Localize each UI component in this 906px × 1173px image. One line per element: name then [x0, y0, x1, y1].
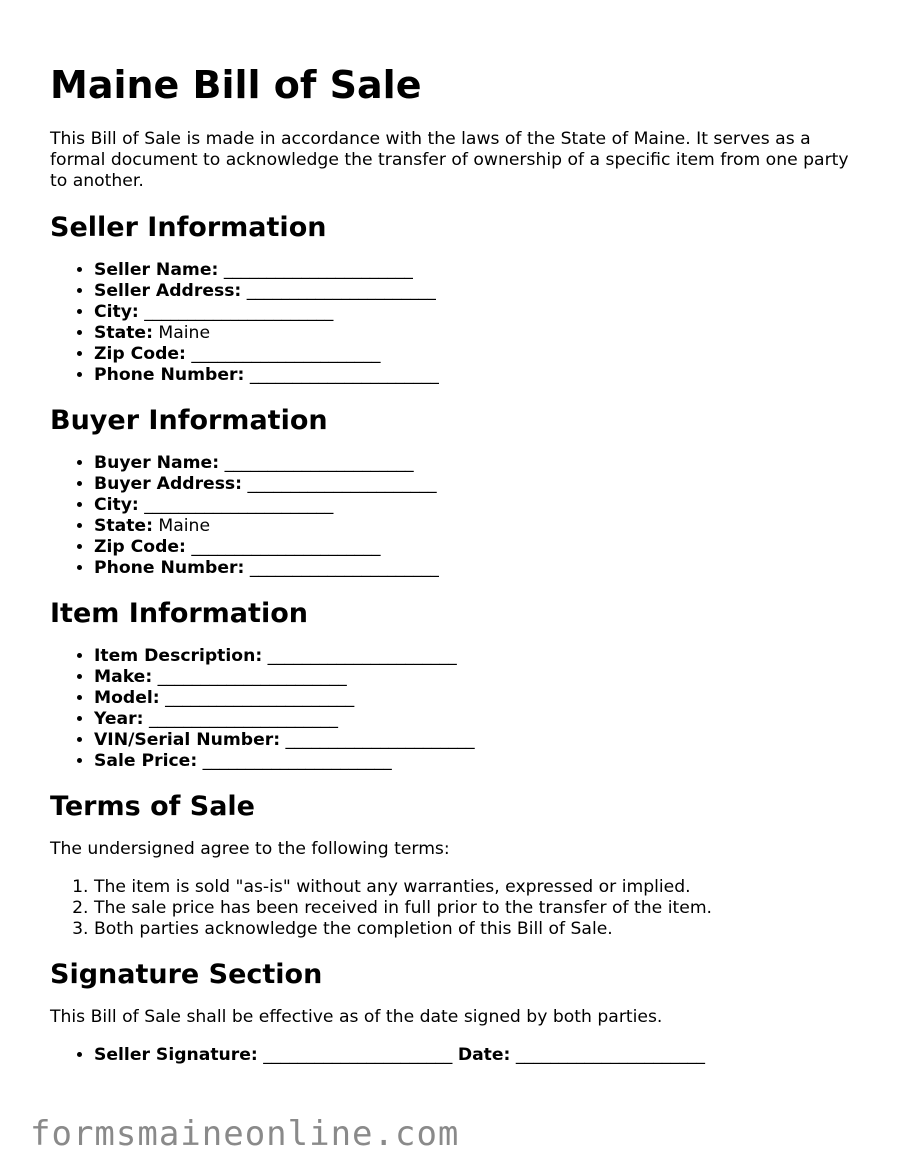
field-label: VIN/Serial Number:	[94, 730, 281, 750]
terms-list	[50, 877, 870, 940]
field-blank[interactable]: ______________________	[144, 495, 334, 515]
field-label: City:	[94, 495, 139, 515]
field-blank[interactable]: ______________________	[224, 453, 414, 473]
item-description-field	[94, 646, 870, 667]
field-label: Item Description:	[94, 646, 263, 666]
item-price-field	[94, 751, 870, 772]
terms-intro: The undersigned agree to the following terms:	[50, 839, 450, 859]
field-label: Zip Code:	[94, 537, 186, 557]
field-label: Buyer Name:	[94, 453, 220, 473]
seller-zip-field	[94, 344, 870, 365]
signature-intro: This Bill of Sale shall be effective as of the date signed by both parties.	[50, 1007, 663, 1027]
seller-state-field	[94, 323, 870, 344]
field-label: Buyer Address:	[94, 474, 243, 494]
term-item: 2. The sale price has been received in full prior to the transfer of the item.	[94, 898, 870, 919]
terms-heading: Terms of Sale	[50, 791, 255, 822]
item-year-field	[94, 709, 870, 730]
field-blank[interactable]: ______________________	[191, 344, 381, 364]
field-label: Model:	[94, 688, 160, 708]
field-blank[interactable]: ______________________	[267, 646, 457, 666]
item-make-field	[94, 667, 870, 688]
field-blank[interactable]: ______________________	[165, 688, 355, 708]
seller-name-field	[94, 260, 870, 281]
field-blank[interactable]: ______________________	[249, 365, 439, 385]
field-label: State:	[94, 323, 153, 343]
field-label: Phone Number:	[94, 558, 245, 578]
intro-paragraph: This Bill of Sale is made in accordance with the laws of the State of Maine. It serves as a formal document to acknowledge the transfer of ownership of a specific item from one party to another.	[50, 129, 849, 191]
field-value: Maine	[158, 516, 211, 536]
date-blank[interactable]: ______________________	[515, 1045, 705, 1065]
item-vin-field	[94, 730, 870, 751]
field-label: Sale Price:	[94, 751, 198, 771]
field-label: Seller Address:	[94, 281, 242, 301]
signature-heading: Signature Section	[50, 959, 323, 990]
buyer-fields-list	[50, 453, 870, 579]
buyer-phone-field	[94, 558, 870, 579]
term-item: 3. Both parties acknowledge the completion of this Bill of Sale.	[94, 919, 870, 940]
watermark: formsmaineonline.com	[30, 1114, 460, 1154]
date-label: Date:	[457, 1045, 511, 1065]
field-label: State:	[94, 516, 153, 536]
field-label: Zip Code:	[94, 344, 186, 364]
field-value: Maine	[158, 323, 211, 343]
field-label: Make:	[94, 667, 153, 687]
field-label: Seller Signature:	[94, 1045, 258, 1065]
page-title: Maine Bill of Sale	[50, 63, 422, 107]
field-label: Seller Name:	[94, 260, 219, 280]
buyer-heading: Buyer Information	[50, 405, 328, 436]
document	[50, 62, 870, 1066]
field-blank[interactable]: ______________________	[191, 537, 381, 557]
buyer-state-field	[94, 516, 870, 537]
field-blank[interactable]: ______________________	[249, 558, 439, 578]
seller-phone-field	[94, 365, 870, 386]
field-label: City:	[94, 302, 139, 322]
field-blank[interactable]: ______________________	[157, 667, 347, 687]
field-blank[interactable]: ______________________	[285, 730, 475, 750]
signature-blank[interactable]: ______________________	[263, 1045, 453, 1065]
seller-signature-field	[94, 1045, 870, 1066]
buyer-name-field	[94, 453, 870, 474]
item-heading: Item Information	[50, 598, 308, 629]
field-blank[interactable]: ______________________	[202, 751, 392, 771]
seller-address-field	[94, 281, 870, 302]
item-fields-list	[50, 646, 870, 772]
seller-heading: Seller Information	[50, 212, 327, 243]
seller-city-field	[94, 302, 870, 323]
signature-list	[50, 1045, 870, 1066]
term-item: 1. The item is sold "as-is" without any warranties, expressed or implied.	[94, 877, 870, 898]
field-blank[interactable]: ______________________	[246, 281, 436, 301]
field-label: Phone Number:	[94, 365, 245, 385]
field-label: Year:	[94, 709, 144, 729]
buyer-zip-field	[94, 537, 870, 558]
buyer-address-field	[94, 474, 870, 495]
field-blank[interactable]: ______________________	[247, 474, 437, 494]
item-model-field	[94, 688, 870, 709]
field-blank[interactable]: ______________________	[144, 302, 334, 322]
field-blank[interactable]: ______________________	[148, 709, 339, 729]
buyer-city-field	[94, 495, 870, 516]
seller-fields-list	[50, 260, 870, 386]
field-blank[interactable]: ______________________	[223, 260, 413, 280]
